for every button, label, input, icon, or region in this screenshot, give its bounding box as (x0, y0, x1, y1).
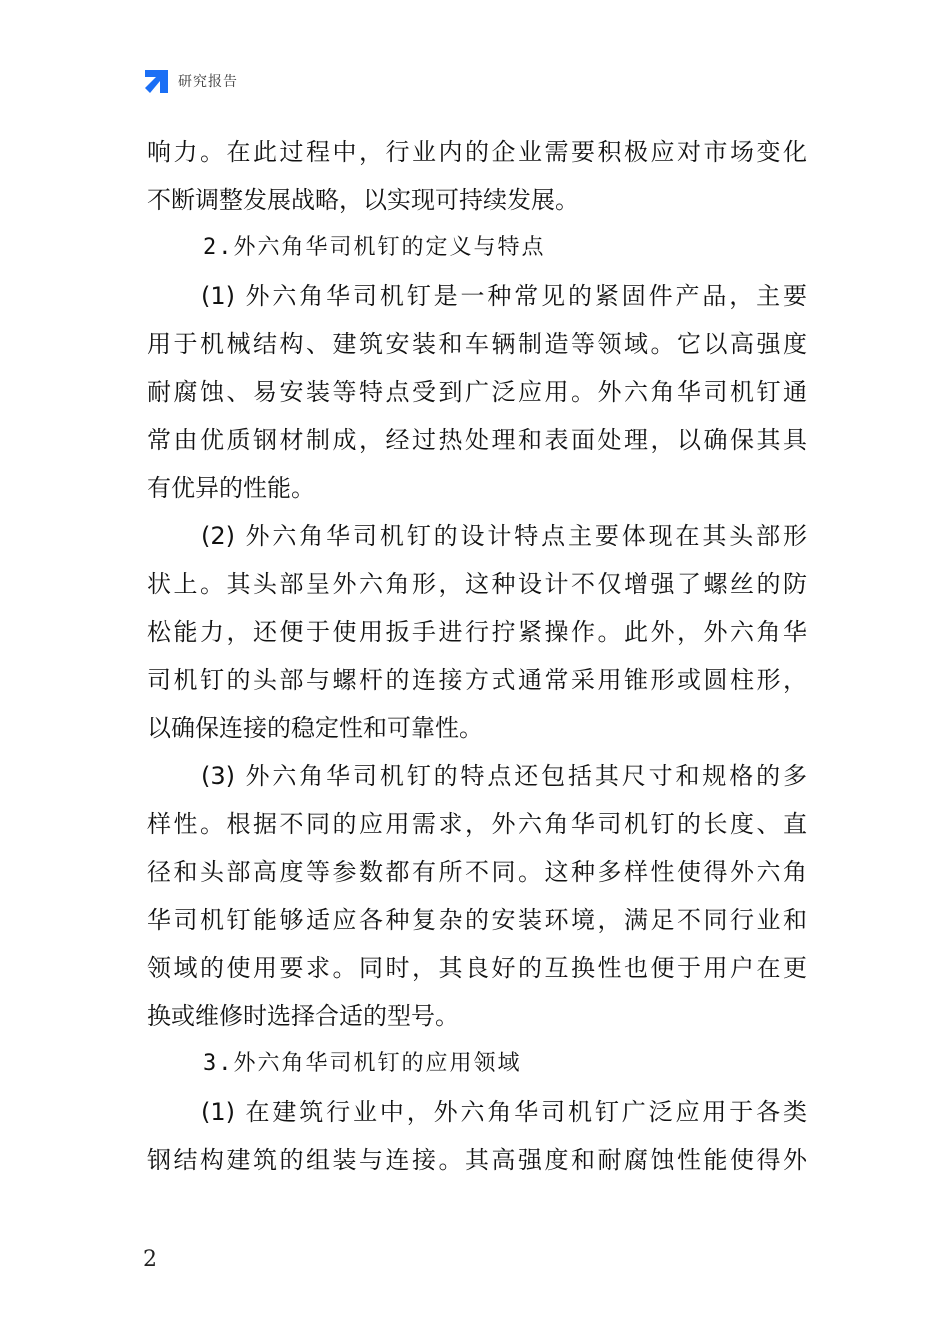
paragraph-line: 用于机械结构、建筑安装和车辆制造等领域。它以高强度 (147, 330, 807, 358)
paragraph-line: 常由优质钢材制成，经过热处理和表面处理，以确保其具 (147, 426, 807, 454)
page-header (143, 66, 238, 96)
paragraph-line: 以确保连接的稳定性和可靠性。 (147, 714, 483, 742)
document-body (147, 128, 807, 1184)
paragraph-line: 响力。在此过程中，行业内的企业需要积极应对市场变化 (147, 138, 807, 166)
section-heading: 3.外六角华司机钉的应用领域 (203, 1051, 522, 1076)
paragraph-line: 样性。根据不同的应用需求，外六角华司机钉的长度、直 (147, 810, 807, 838)
report-logo-icon (143, 68, 170, 95)
paragraph-line: 松能力，还便于使用扳手进行拧紧操作。此外，外六角华 (147, 618, 807, 646)
section-heading: 2.外六角华司机钉的定义与特点 (203, 235, 546, 260)
page-number: 2 (143, 1247, 157, 1272)
paragraph-line: 领域的使用要求。同时，其良好的互换性也便于用户在更 (147, 954, 807, 982)
header-title: 研究报告 (178, 74, 238, 90)
paragraph-line: (1) 在建筑行业中，外六角华司机钉广泛应用于各类 (201, 1098, 807, 1126)
paragraph-line: 钢结构建筑的组装与连接。其高强度和耐腐蚀性能使得外 (147, 1146, 807, 1174)
paragraph-line: 状上。其头部呈外六角形，这种设计不仅增强了螺丝的防 (147, 570, 807, 598)
paragraph-line: 径和头部高度等参数都有所不同。这种多样性使得外六角 (147, 858, 807, 886)
paragraph-line: 华司机钉能够适应各种复杂的安装环境，满足不同行业和 (147, 906, 807, 934)
paragraph-line: 换或维修时选择合适的型号。 (147, 1002, 459, 1030)
paragraph-line: 司机钉的头部与螺杆的连接方式通常采用锥形或圆柱形， (147, 666, 807, 694)
paragraph-line: (1) 外六角华司机钉是一种常见的紧固件产品，主要 (201, 282, 807, 310)
paragraph-line: (3) 外六角华司机钉的特点还包括其尺寸和规格的多 (201, 762, 807, 790)
paragraph-line: 不断调整发展战略，以实现可持续发展。 (147, 186, 579, 214)
paragraph-line: 耐腐蚀、易安装等特点受到广泛应用。外六角华司机钉通 (147, 378, 807, 406)
paragraph-line: 有优异的性能。 (147, 474, 315, 502)
paragraph-line: (2) 外六角华司机钉的设计特点主要体现在其头部形 (201, 522, 807, 550)
